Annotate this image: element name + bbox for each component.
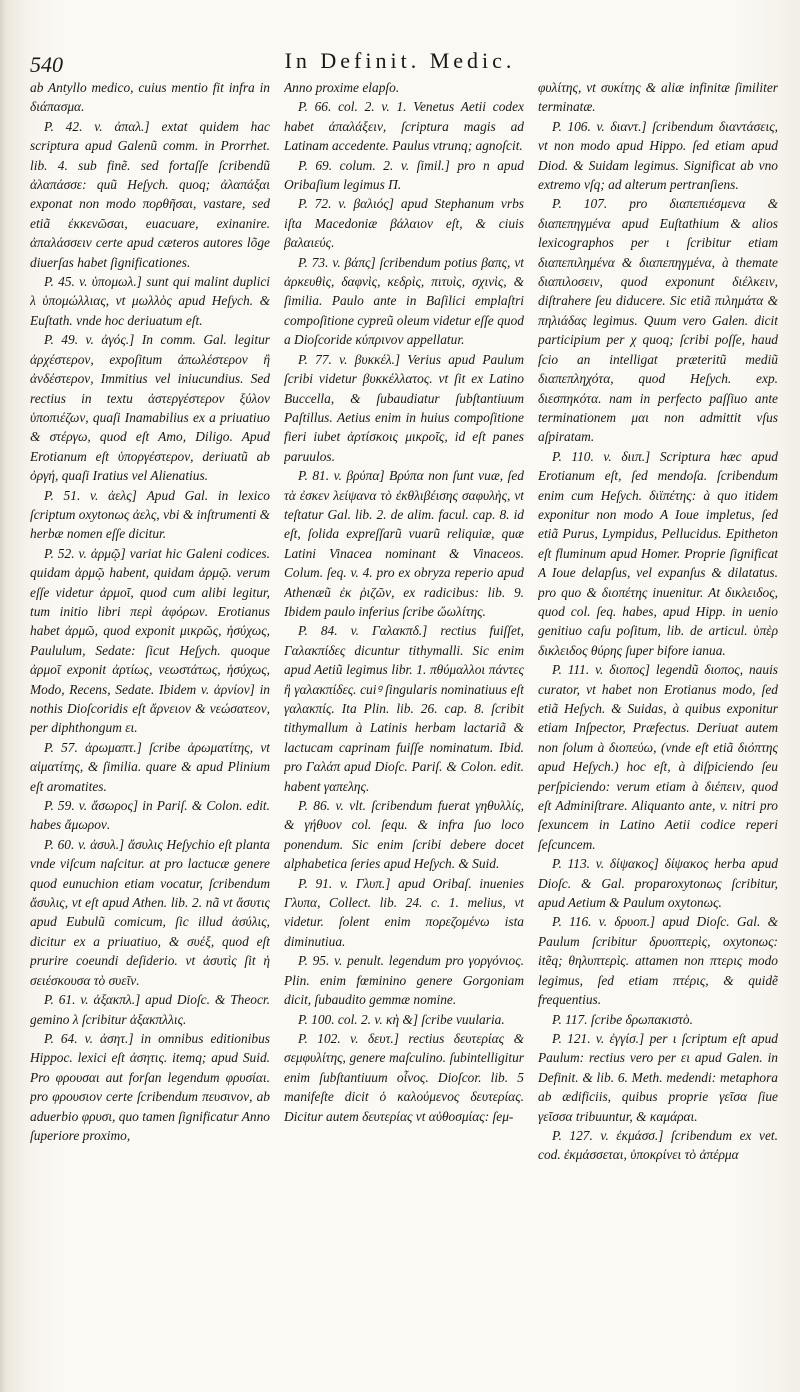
lexicon-entry: P. 106. v. διαντ.] ſcribendum διαντάσεις, vt non modo apud Hippo. ſed etiam apud Diod. & Suidam legimus. Significat ab vno extremo vſq; ad alterum pertranſiens. <box>538 118 778 193</box>
continued-text: Anno proxime elapſo. <box>284 80 400 95</box>
column-right <box>538 78 778 1378</box>
text-columns <box>30 78 778 1378</box>
lexicon-entry: P. 102. v. δευτ.] rectius δευτερίας & σεμφυλίτης, genere maſculino. ſubintelligitur enim ſubſtantiuum οἶνος. Dioſcor. lib. 5 manifeſte dicit ὁ καλούμενος δευτερίας. Dicitur autem δευτερίας vt αὐθοσμίας: ſeμ- <box>284 1030 524 1124</box>
lexicon-entry: P. 116. v. δρυοπ.] apud Dioſc. Gal. & Paulum ſcribitur δρυοπτερὶς, oxytonως: itẽq; θηλυπτερὶς. attamen non πτερις modo legimus, ſed etiam πτέρις, & quidẽ frequentius. <box>538 914 778 1008</box>
page-header <box>0 46 800 80</box>
column-middle <box>284 78 524 1378</box>
page-number: 540 <box>30 52 63 77</box>
lexicon-entry: P. 66. col. 2. v. 1. Venetus Aetii codex habet ἀπαλάξειν, ſcriptura magis ad Latinam accedente. Paulus vtrunq; agnoſcit. <box>284 99 524 154</box>
lexicon-entry: P. 81. v. βρύπα] Βρύπα non ſunt vuæ, ſed τὰ ἐσκεν λείψανα τὸ ἐκθλιβέισης σαφυλὴς, vt teſtatur Gal. lib. 2. de alim. facul. cap. 8. id eſt, ſolida expreſſarũ vuarũ reliquiæ, quæ Latini Vinacea nominant & Vinaceos. Colum. ſeq. v. 4. pro ex obryza reperio apud Athenæũ ἐκ ῥιζῶν, ex radicibus: lib. 9. Ibidem paulo inferius ſcribe ὤωλίτης. <box>284 468 524 619</box>
continued-text: φυλίτης, vt συκίτης & aliæ infinitæ ſimiliter terminatæ. <box>538 80 778 115</box>
lexicon-entry: P. 57. ἀρωμαπτ.] ſcribe ἀρωματίτης, vt αἱματίτης, & ſimilia. quare & apud Plinium eſt aromatites. <box>30 739 270 794</box>
column-left <box>30 78 270 1378</box>
lexicon-entry: P. 64. v. ἀσητ.] in omnibus editionibus Hippoc. lexici eſt ἀσητις. itemq; apud Suid. Pro φρουσαι aut forſan legendum φρυσίαι. pro φρουσιον certe ſcribendum πευσινον, ab aduerbio φρυσι, quo tamen ſignificatur Anno ſuperiore proximo, <box>30 1030 270 1143</box>
page-gutter-shadow <box>0 0 6 1392</box>
lexicon-entry: P. 49. v. ἀγός.] In comm. Gal. legitur ἀρχέστερον, expoſitum ἀπωλέστερον ἢ ἀνδέστερον, Immitius vel iniucundius. Sed rectius in textu ἀστεργέστερον ξύλον ὑποπιέζων, quaſi Inamabilius ex a priuatiuo & στέργω, quod eſt Amo, Diligo. Apud Erotianum eſt ὑποργέστερον, deriuatũ ab ὀργή, quaſi Iratius vel Alienatius. <box>30 332 270 484</box>
lexicon-entry: P. 100. col. 2. v. κὴ &] ſcribe vuularia. <box>298 1011 505 1027</box>
lexicon-entry: P. 111. v. διοπος] legendũ διοπος, nauis curator, vt habet non Erotianus modo, ſed etiã Heſych. & Suidas, à quibus exponitur etiam Inſpector, Præfectus. Deriuat autem non ſolum à διοπεύω, (vnde eſt etiã διόπτης apud Heſych.) hoc eſt, à diſpiciendo ſeu perſpiciendo: verum etiam à διέπειν, quod eſt Adminiſtrare. Aliquanto ante, v. nitri pro ſexuncem in Latino Aetii codice reperi ſeſcuncem. <box>538 662 778 852</box>
lexicon-entry: P. 59. v. ἄσωρος] in Pariſ. & Colon. edit. habes ἄμωρον. <box>30 798 270 833</box>
lexicon-entry: P. 84. v. Γαλακπδ.] rectius fuiſſet, Γαλακπίδες dicuntur tithymalli. Sic enim apud Aetiũ legimus libr. 1. πθύμαλλοι πάντες ἢ γαλακπίδες. cuiꝰ ſingularis nominatiuus eſt γαλακπίς. Ita Plin. lib. 26. cap. 8. ſcribit tithymallum à Latinis herbam lactariã & lactucam caprinam fuiſſe nominatum. Ibid. pro Γαλάπ apud Dioſc. Pariſ. & Colon. edit. habent γαπελης. <box>284 623 524 794</box>
lexicon-entry: P. 77. v. βυκκέλ.] Verius apud Paulum ſcribi videtur βυκκέλλατος. vt ſit ex Latino Buccella, & ſubaudiatur ſubſtantiuum Paſtillus. Aetius enim in huius compoſitione fieri iubet ἀρτίσκοις μικροῖς, id eſt panes paruulos. <box>284 351 524 464</box>
lexicon-entry: P. 110. v. διιπ.] Scriptura hæc apud Erotianum eſt, ſed mendoſa. ſcribendum enim cum Heſych. διϊπέτης: à quo itidem exponitur non modo A Ioue impletus, ſed etiã Purus, Lympidus, Pellucidus. Epitheton eſt fluminum apud Homer. Proprie ſignificat A Ioue delapſus, vel expanſus & dilatatus. pro quo & διοπέτης inuenitur. At δικλειδος, quod col. ſeq. habes, apud Hipp. in uenio genitiuo caſu poſitum, lib. de articul. ὑπὲρ δικλειδος θύρης ſuper bifore ianua. <box>538 448 778 658</box>
lexicon-entry: P. 107. pro διαπεπιέσμενα & διαπεπηγμένα apud Euſtathium & alios lexicographos per ι ſcribitur etiam διαπεπιλημένα & διαπεπηγμένα, à themate διαπιλοσειν, quod exponunt διέλκειν, diſtrahere ſeu diducere. Sic etiã πιλημάτα & πηλιάδας legimus. Quum vero Galen. dicit participium per χ quoq; ſcribi poſſe, haud ſcio an intelligat præteritũ mediũ διαπεπληχότα, quod Heſych. exp. διεσπηκότα. nam in perfecto paſſiuo ante terminationem μαι non admittit vſus aſpiratam. <box>538 196 778 445</box>
lexicon-entry: P. 127. v. ἐκμάσσ.] ſcribendum ex vet. cod. ἐκμάσσεται, ὑποκρίνει τὸ ἀπέρμα <box>538 1127 778 1163</box>
lexicon-entry: P. 61. v. ἀξακπλ.] apud Dioſc. & Theocr. gemino λ ſcribitur ἀξακπλλις. <box>30 992 270 1027</box>
lexicon-entry: P. 42. v. ἀπαλ.] extat quidem hac scriptura apud Galenũ comm. in Prorrhet. lib. 4. sub finẽ. sed fortaſſe ſcribendũ ἀλαπάσσε: quũ Heſych. quoq; ἀλαπάξαι exponat non modo πορθῆσαι, vastare, sed etiã ἐκκενῶσαι, euacuare, exinanire. ἀπαλάσσειν certe apud cæteros autores lõge diuerſas habet ſignificationes. <box>30 118 270 270</box>
continued-text: ab Antyllo medico, cuius mentio fit infra in διάπασμα. <box>30 80 270 115</box>
running-head: In Definit. Medic. <box>284 48 516 73</box>
lexicon-entry: P. 86. v. vlt. ſcribendum fuerat γηθυλλίς, & γήθυον col. ſequ. & infra ſuo loco ponendum. Sic enim ſcribi debere docet alphabetica ſeries apud Heſych. & Suid. <box>284 798 524 872</box>
lexicon-entry: P. 52. v. ἀρμῷ] variat hic Galeni codices. quidam ἀρμῷ habent, quidam ἀρμῷ. verum eſſe videtur ἀρμοῖ, quod cum alibi legitur, tum initio libri περὶ ἀφόρων. Erotianus habet ἀρμῶ, quod exponit μικρῶς, ἡσύχως, Paululum, Sedate: ſicut Heſych. quoque ἀρμοῖ exponit ἀρτίως, νεωστάτως, ἡσύχως, Modo, Recens, Sedate. Ibidem v. ἀρνίον] in nothis Dioſcoridis eſt ἄρνειον & νεώσατεον, per diphthongum ει. <box>30 545 270 736</box>
lexicon-entry: P. 113. v. δίψακος] δίψακος herba apud Dioſc. & Gal. proparoxytonως ſcribitur, apud Aetium & Paulum oxytonως. <box>538 856 778 911</box>
lexicon-entry: P. 60. v. ἀσυλ.] ἄσυλις Heſychio eſt planta vnde viſcum naſcitur. at pro lactucæ genere quod eunuchion etiam vocatur, ſcribendum ἄσυλις, vt eſt apud Athen. lib. 2. nã vt ἄσυτις apud Eubulũ comicum, ſic illud ἀσύλις, dicitur ex a priuatiuo, & συέξ, quod eſt prurire coeundi deſiderio. vt ἀσυτὶς ſit ἡ σειέσκουσα τὸ συεῖν. <box>30 836 270 988</box>
lexicon-entry: P. 91. v. Γλυπ.] apud Oribaſ. inuenies Γλυπα, Collect. lib. 24. c. 1. melius, vt videtur. ſolent enim πορεζομένω ista diminutiua. <box>284 875 524 949</box>
lexicon-entry: P. 45. v. ὑπομωλ.] sunt qui malint duplici λ ὑπομώλλιας, vt μωλλὸς apud Heſych. & Euſtath. vnde hoc deriuatum eſt. <box>30 274 270 328</box>
lexicon-entry: P. 51. v. ἀελς] Apud Gal. in lexico ſcriptum oxytonως ἀελς, vbi & inſtrumenti & herbæ nomen eſſe dicitur. <box>30 487 270 542</box>
lexicon-entry: P. 73. v. βάπς] ſcribendum potius βαπς, vt ἀρκευθὶς, δαφνὶς, κεδρὶς, πιτυὶς, σχινὶς, & ſimilia. Paulo ante in Baſilici emplaſtri compoſitione cypreũ oleum videtur eſſe quod a Dioſcoride κύπρινον appellatur. <box>284 254 524 348</box>
lexicon-entry: P. 117. ſcribe δρωπακιστὸ. <box>552 1011 693 1027</box>
lexicon-entry: P. 72. v. βαλιός] apud Stephanum vrbs iſta Macedoniæ βάλαιον eſt, & ciuis βαλαιεύς. <box>284 196 524 251</box>
lexicon-entry: P. 121. v. ἐγγίσ.] per ι ſcriptum eſt apud Paulum: rectius vero per ει apud Galen. in Definit. & lib. 6. Meth. medendi: metaphora ab ædificiis, quibus proprie γεῖσα ſiue γεῖσσα tribuuntur, & καμάραι. <box>538 1030 778 1124</box>
lexicon-entry: P. 95. v. penult. legendum pro γοργόνιος. Plin. enim fœminino genere Gorgoniam dicit, ſubaudito gemmæ nomine. <box>284 953 524 1008</box>
lexicon-entry: P. 69. colum. 2. v. ſimil.] pro n apud Oribaſium legimus Π. <box>284 157 524 193</box>
